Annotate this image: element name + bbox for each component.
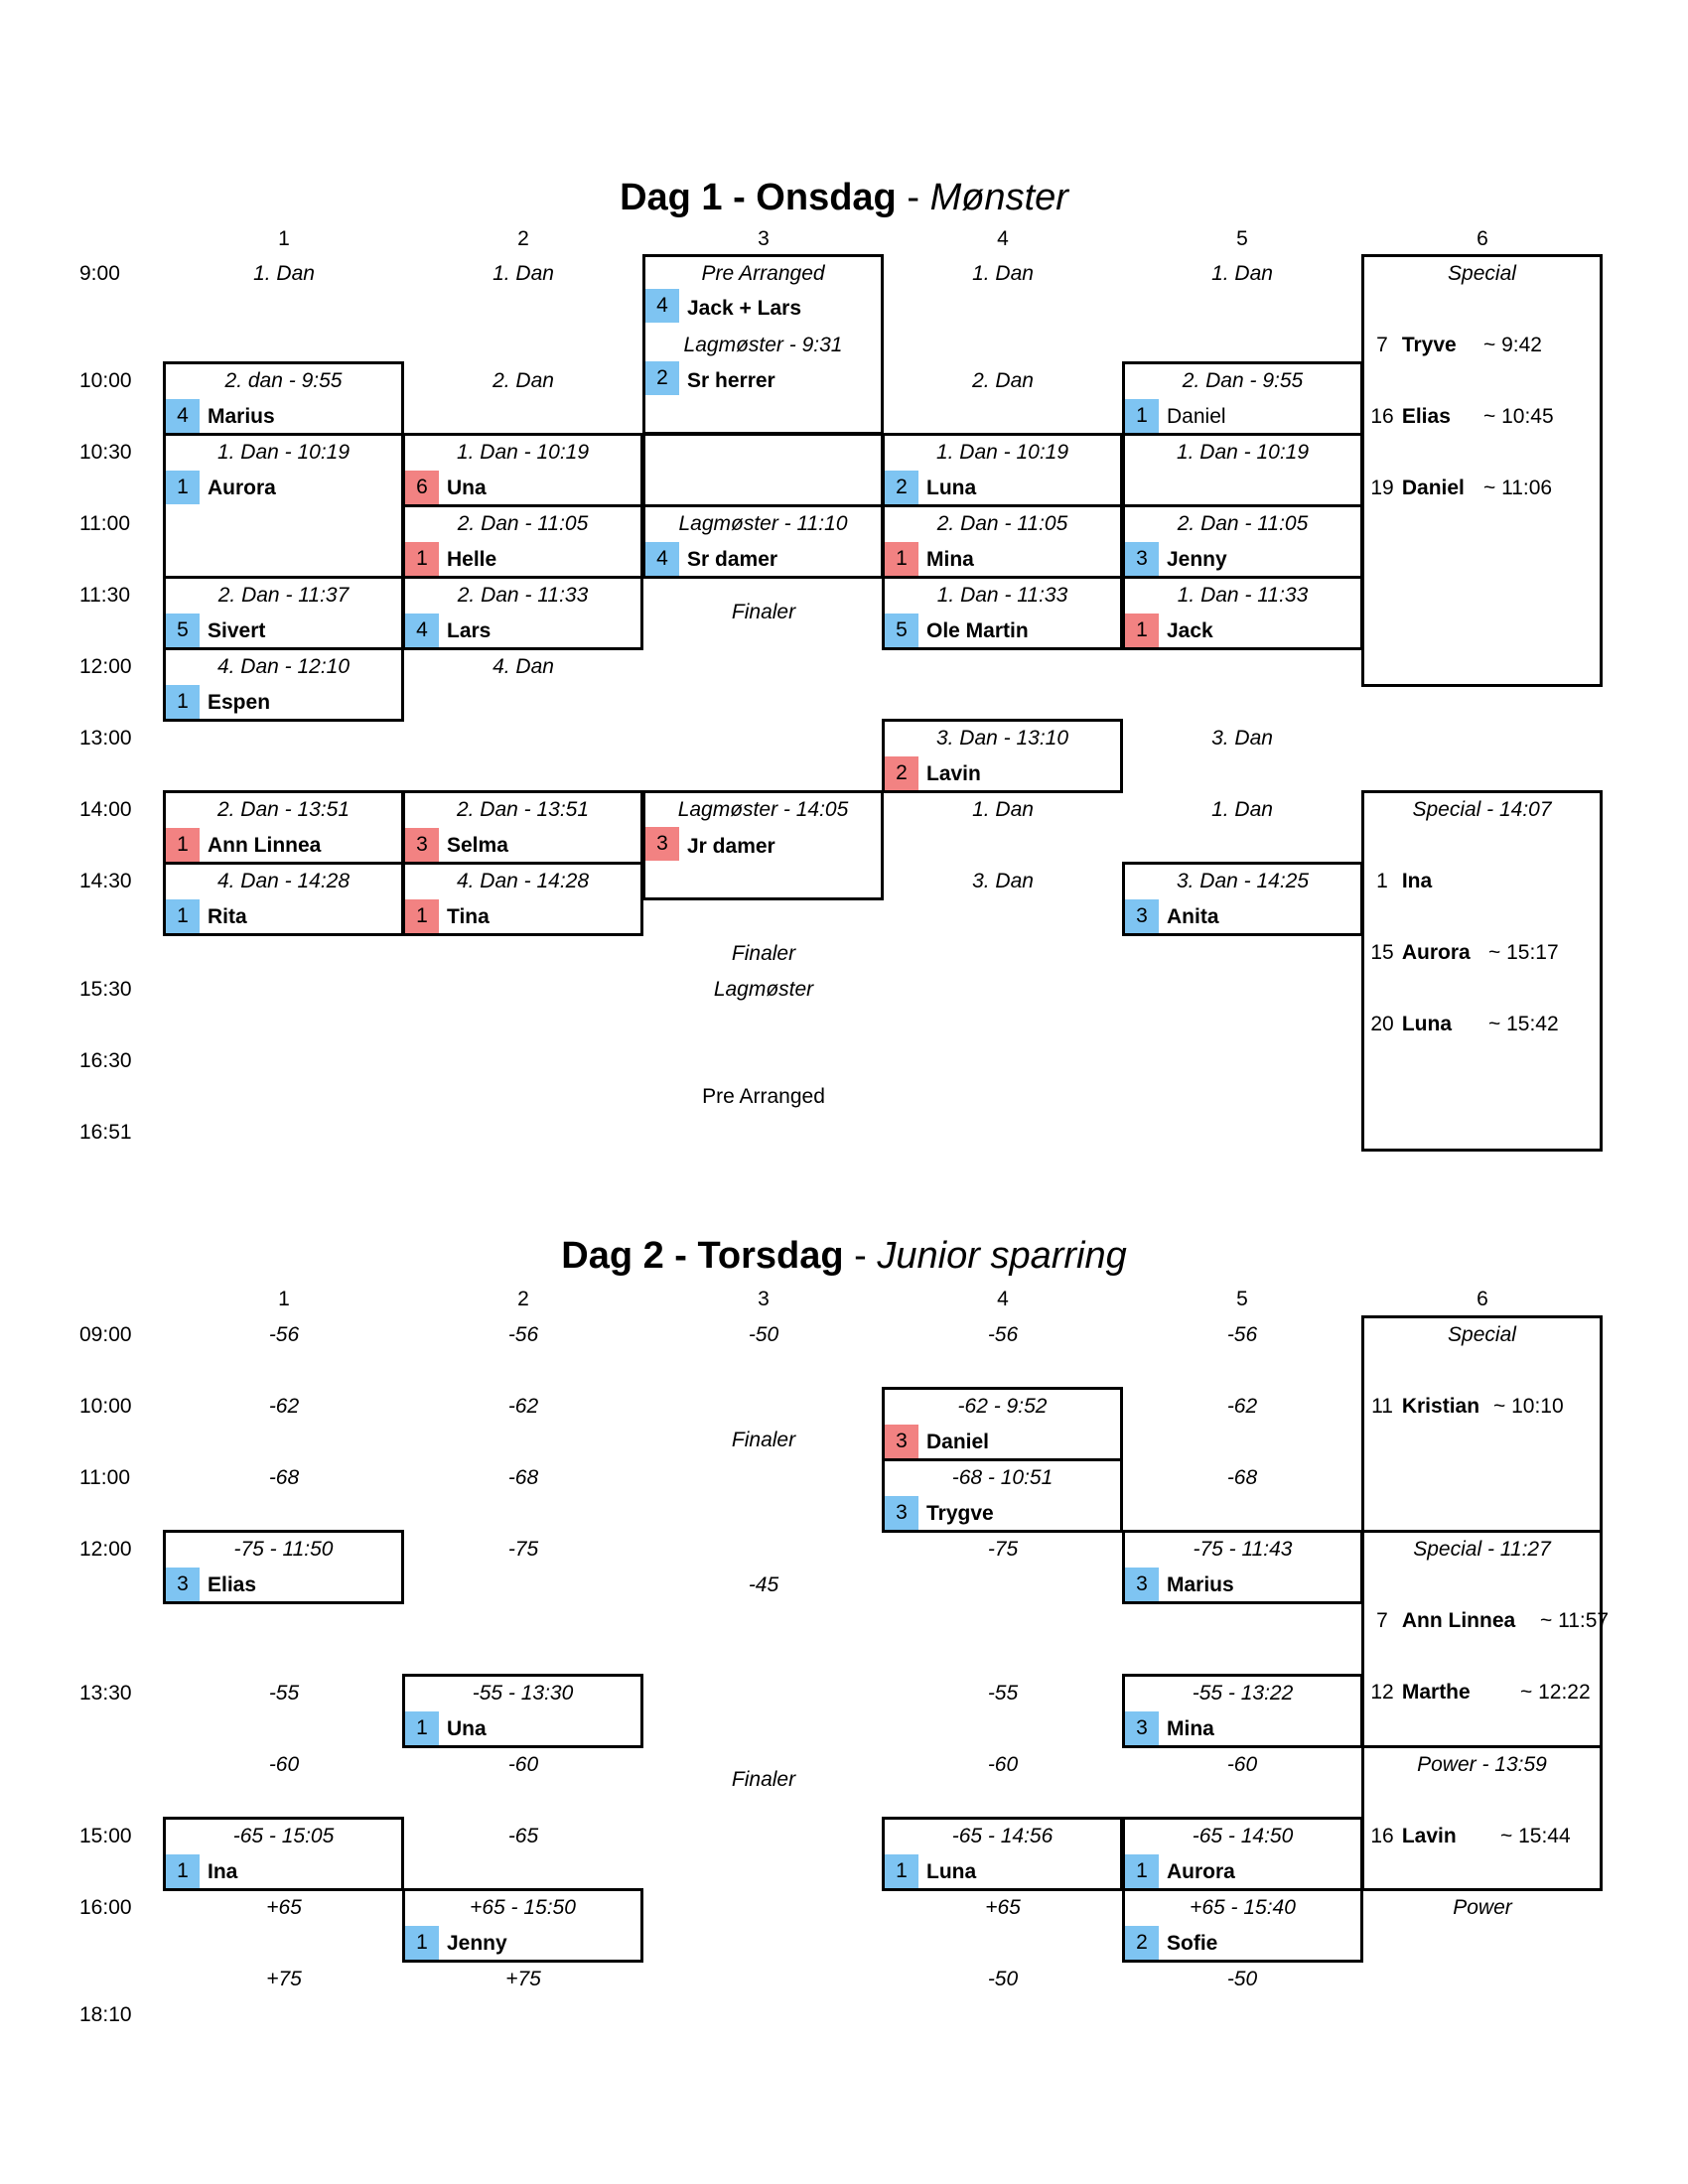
match-header: 4. Dan - 14:28	[456, 870, 590, 892]
participant-name: Jack + Lars	[687, 297, 802, 320]
participant-name: Jack	[1167, 619, 1213, 642]
match-block[interactable]	[1122, 433, 1363, 507]
time-label: 10:00	[79, 369, 132, 392]
match-block[interactable]	[882, 719, 1123, 793]
slot-label: 2. Dan	[972, 369, 1034, 392]
ring-number: 1	[405, 899, 439, 933]
day2-title-sub: Junior sparring	[877, 1235, 1127, 1277]
day1-title-main: Dag 1 - Onsdag	[620, 177, 897, 218]
slot-label: -55	[268, 1682, 300, 1705]
time-label: 15:30	[79, 978, 132, 1001]
match-header: 1. Dan - 11:33	[1177, 584, 1309, 607]
match-block[interactable]	[642, 433, 884, 507]
participant-name: Aurora	[208, 477, 276, 499]
slot-label: -62	[507, 1395, 539, 1418]
match-block[interactable]	[163, 433, 404, 507]
time-label: 14:30	[79, 870, 132, 892]
time-label: 13:00	[79, 727, 132, 750]
participant-name: Lars	[447, 619, 492, 642]
match-block[interactable]	[642, 790, 884, 900]
slot-label: 1. Dan	[972, 798, 1034, 821]
ring-number: 1	[1125, 399, 1159, 433]
entry-name: Lavin	[1401, 1825, 1457, 1847]
match-block[interactable]	[402, 1888, 643, 1963]
col-header: 5	[1236, 227, 1248, 250]
time-label: 16:30	[79, 1049, 132, 1072]
special-entry	[1368, 477, 1465, 500]
ring-number: 1	[405, 1711, 439, 1745]
participant-name: Sivert	[208, 619, 266, 642]
entry-name: Luna	[1401, 1013, 1453, 1035]
match-header: 3. Dan - 13:10	[935, 727, 1069, 750]
participant-name: Ole Martin	[926, 619, 1029, 642]
slot-label: -62	[268, 1395, 300, 1418]
match-block[interactable]	[163, 862, 404, 936]
col-header: 1	[278, 227, 290, 250]
slot-label: -65	[507, 1825, 539, 1847]
ring-number: 4	[645, 542, 679, 576]
match-header: -65 - 15:05	[232, 1825, 335, 1847]
entry-number: 1	[1376, 870, 1388, 892]
power-header: Power - 13:59	[1417, 1753, 1547, 1776]
power-label: Power	[1453, 1896, 1512, 1919]
match-block[interactable]	[402, 433, 643, 507]
ring-number: 6	[405, 471, 439, 504]
time-label: 9:00	[79, 262, 120, 285]
ring-number: 3	[885, 1496, 918, 1530]
match-block[interactable]	[402, 1674, 643, 1748]
entry-time: ~ 15:17	[1488, 941, 1559, 964]
slot-label: -60	[507, 1753, 539, 1776]
match-block[interactable]	[402, 504, 643, 579]
ring-number: 2	[645, 361, 679, 395]
match-header: 2. Dan - 11:05	[1177, 512, 1309, 535]
time-label: 11:30	[79, 584, 130, 607]
match-block[interactable]	[402, 862, 643, 936]
special-entry	[1368, 1395, 1479, 1419]
entry-name: Ann Linnea	[1401, 1609, 1516, 1632]
slot-label: Pre Arranged	[702, 1085, 825, 1108]
participant-name: Una	[447, 477, 487, 499]
entry-number: 11	[1371, 1395, 1393, 1418]
special-entry	[1368, 1013, 1452, 1036]
entry-time: ~ 15:44	[1500, 1825, 1571, 1847]
special-header: Special	[1448, 1323, 1516, 1346]
power-block[interactable]	[1361, 1745, 1603, 1891]
match-block[interactable]	[882, 433, 1123, 507]
ring-number: 3	[1125, 1711, 1159, 1745]
entry-time: ~ 10:10	[1493, 1395, 1564, 1418]
participant-name: Trygve	[926, 1502, 994, 1525]
time-label: 11:00	[79, 512, 130, 535]
ring-number: 3	[405, 828, 439, 862]
participant-name: Sr herrer	[687, 369, 775, 392]
match-block[interactable]	[882, 1458, 1123, 1533]
slot-label: -68	[1226, 1466, 1258, 1489]
entry-name: Ina	[1401, 870, 1433, 892]
match-header: 1. Dan - 10:19	[216, 441, 351, 464]
entry-name: Tryve	[1401, 334, 1457, 356]
match-block[interactable]	[882, 1817, 1123, 1891]
participant-name: Marius	[1167, 1573, 1234, 1596]
entry-number: 15	[1370, 941, 1394, 964]
special-header: Special	[1448, 262, 1516, 285]
ring-number: 3	[645, 827, 679, 861]
ring-number: 5	[166, 614, 200, 647]
entry-number: 7	[1376, 334, 1388, 356]
ring-number: 5	[885, 614, 918, 647]
entry-number: 16	[1370, 1825, 1394, 1847]
slot-label: -68	[268, 1466, 300, 1489]
col-header: 2	[517, 1288, 529, 1310]
slot-label: Lagmøster	[713, 978, 814, 1001]
participant-name: Una	[447, 1717, 487, 1740]
entry-name: Marthe	[1401, 1681, 1471, 1704]
match-header: -55 - 13:30	[472, 1682, 574, 1705]
match-block[interactable]	[1122, 361, 1363, 436]
time-label: 12:00	[79, 1538, 132, 1561]
special-entry	[1368, 334, 1457, 357]
ring-number: 2	[885, 471, 918, 504]
time-label: 10:30	[79, 441, 132, 464]
participant-name: Espen	[208, 691, 271, 714]
slot-label: -55	[987, 1682, 1019, 1705]
participant-name: Daniel	[926, 1431, 990, 1453]
participant-name: Daniel	[1167, 405, 1226, 428]
participant-name: Marius	[208, 405, 275, 428]
participant-name: Tina	[447, 905, 490, 928]
time-label: 15:00	[79, 1825, 132, 1847]
entry-time: ~ 11:57	[1540, 1609, 1610, 1632]
participant-name: Lavin	[926, 762, 981, 785]
slot-label: 1. Dan	[492, 262, 554, 285]
ring-number: 4	[405, 614, 439, 647]
ring-number: 3	[1125, 1568, 1159, 1601]
slot-label: -45	[748, 1573, 779, 1596]
slot-label: -62	[1226, 1395, 1258, 1418]
slot-label: +75	[266, 1968, 302, 1990]
match-header: 1. Dan - 11:33	[936, 584, 1068, 607]
match-block[interactable]	[163, 361, 404, 436]
match-header: -68 - 10:51	[951, 1466, 1054, 1489]
match-block[interactable]	[402, 576, 643, 650]
day2-title-main: Dag 2 - Torsdag	[561, 1235, 844, 1277]
special-entry	[1368, 941, 1471, 965]
power-entry	[1368, 1825, 1457, 1848]
special-block[interactable]	[1361, 790, 1603, 1152]
participant-name: Helle	[447, 548, 497, 571]
ring-number: 4	[645, 289, 679, 323]
match-header: 2. Dan - 13:51	[456, 798, 590, 821]
slot-label: Finaler	[731, 1429, 796, 1451]
match-header: -55 - 13:22	[1192, 1682, 1294, 1705]
participant-name: Anita	[1167, 905, 1219, 928]
slot-label: 3. Dan	[1211, 727, 1273, 750]
match-block[interactable]	[1122, 1888, 1363, 1963]
cell-frame	[163, 504, 404, 579]
match-block[interactable]	[642, 326, 884, 435]
slot-label: +75	[505, 1968, 541, 1990]
col-header: 3	[758, 1288, 770, 1310]
match-block[interactable]	[163, 1817, 404, 1891]
slot-label: 1. Dan	[253, 262, 315, 285]
match-block[interactable]	[402, 790, 643, 865]
slot-label: -60	[268, 1753, 300, 1776]
participant-name: Ina	[208, 1860, 238, 1883]
match-header: 2. dan - 9:55	[224, 369, 343, 392]
col-header: 6	[1477, 1288, 1488, 1310]
match-header: 2. Dan - 11:05	[457, 512, 589, 535]
ring-number: 1	[405, 542, 439, 576]
day2-title: Dag 2 - Torsdag - Junior sparring	[561, 1235, 1127, 1277]
ring-number: 1	[166, 899, 200, 933]
ring-number: 3	[1125, 542, 1159, 576]
match-block[interactable]	[882, 1387, 1123, 1461]
slot-label: -60	[1226, 1753, 1258, 1776]
match-header: 2. Dan - 11:37	[217, 584, 350, 607]
participant-name: Aurora	[1167, 1860, 1235, 1883]
ring-number: 1	[166, 1854, 200, 1888]
match-header: 4. Dan - 14:28	[216, 870, 351, 892]
slot-label: 2. Dan	[492, 369, 554, 392]
col-header: 1	[278, 1288, 290, 1310]
special-entry	[1368, 405, 1451, 429]
entry-time: ~ 12:22	[1520, 1681, 1591, 1704]
time-label: 14:00	[79, 798, 132, 821]
slot-label: -50	[1226, 1968, 1258, 1990]
participant-name: Luna	[926, 477, 977, 499]
special-block[interactable]	[1361, 254, 1603, 687]
time-label: 16:00	[79, 1896, 132, 1919]
match-header: 2. Dan - 13:51	[216, 798, 351, 821]
entry-time: ~ 9:42	[1483, 334, 1542, 356]
match-header: -75 - 11:50	[233, 1538, 334, 1561]
entry-name: Elias	[1401, 405, 1451, 428]
special-entry	[1368, 870, 1432, 893]
slot-label: -60	[987, 1753, 1019, 1776]
col-header: 6	[1477, 227, 1488, 250]
slot-label: -75	[987, 1538, 1019, 1561]
participant-name: Selma	[447, 834, 508, 857]
ring-number: 1	[166, 828, 200, 862]
col-header: 3	[758, 227, 770, 250]
entry-name: Aurora	[1401, 941, 1471, 964]
slot-label: -50	[748, 1323, 779, 1346]
day1-title-sub: Mønster	[929, 177, 1068, 218]
match-header: Lagmøster - 14:05	[677, 798, 849, 821]
special-header: Special - 11:27	[1413, 1538, 1551, 1561]
match-header: +65 - 15:40	[1190, 1896, 1296, 1919]
special-entry	[1368, 1681, 1471, 1705]
ring-number: 1	[166, 685, 200, 719]
match-block[interactable]	[882, 504, 1123, 579]
participant-name: Jenny	[447, 1932, 507, 1955]
slot-label: 1. Dan	[1211, 798, 1273, 821]
match-header: 1. Dan - 10:19	[456, 441, 590, 464]
slot-label: Finaler	[731, 1768, 796, 1791]
time-label: 18:10	[79, 2003, 132, 2026]
slot-label: +65	[985, 1896, 1021, 1919]
participant-name: Elias	[208, 1573, 257, 1596]
match-block[interactable]	[882, 576, 1123, 650]
match-block[interactable]	[1122, 1530, 1363, 1604]
special-block[interactable]	[1361, 1530, 1610, 1748]
participant-name: Sofie	[1167, 1932, 1218, 1955]
ring-number: 1	[166, 471, 200, 504]
special-header: Special - 14:07	[1412, 798, 1552, 821]
participant-name: Mina	[1167, 1717, 1214, 1740]
match-header: -65 - 14:56	[951, 1825, 1054, 1847]
match-block[interactable]	[642, 504, 884, 579]
slot-label: 4. Dan	[492, 655, 554, 678]
col-header: 5	[1236, 1288, 1248, 1310]
slot-label: 1. Dan	[972, 262, 1034, 285]
match-header: 1. Dan - 10:19	[1176, 441, 1310, 464]
col-header: 4	[997, 1288, 1009, 1310]
ring-number: 3	[166, 1568, 200, 1601]
special-block[interactable]	[1361, 1315, 1603, 1533]
time-label: 12:00	[79, 655, 132, 678]
match-header: -75 - 11:43	[1193, 1538, 1293, 1561]
entry-number: 20	[1370, 1013, 1394, 1035]
slot-label: -56	[268, 1323, 300, 1346]
match-header: 1. Dan - 10:19	[935, 441, 1069, 464]
slot-label: Finaler	[731, 942, 796, 965]
ring-number: 1	[405, 1926, 439, 1960]
time-label: 16:51	[79, 1121, 132, 1144]
time-label: 11:00	[79, 1466, 130, 1489]
slot-label: -56	[1226, 1323, 1258, 1346]
slot-label: Finaler	[731, 601, 796, 623]
match-header: +65 - 15:50	[470, 1896, 576, 1919]
special-entry	[1368, 1609, 1515, 1633]
entry-time: ~ 11:06	[1483, 477, 1553, 499]
match-block[interactable]	[163, 790, 404, 865]
ring-number: 1	[1125, 614, 1159, 647]
ring-number: 1	[885, 1854, 918, 1888]
match-block[interactable]	[163, 647, 404, 722]
entry-number: 19	[1370, 477, 1394, 499]
entry-name: Daniel	[1401, 477, 1465, 499]
match-header: 4. Dan - 12:10	[216, 655, 351, 678]
time-label: 10:00	[79, 1395, 132, 1418]
match-header: Lagmøster - 11:10	[678, 512, 848, 535]
slot-label: -56	[987, 1323, 1019, 1346]
entry-time: ~ 15:42	[1488, 1013, 1559, 1035]
slot-label: 1. Dan	[1211, 262, 1273, 285]
slot-label: +65	[266, 1896, 302, 1919]
match-header: 2. Dan - 11:33	[457, 584, 589, 607]
match-header: -62 - 9:52	[957, 1395, 1048, 1418]
col-header: 4	[997, 227, 1009, 250]
ring-number: 2	[1125, 1926, 1159, 1960]
participant-name: Sr damer	[687, 548, 778, 571]
ring-number: 3	[1125, 899, 1159, 933]
participant-name: Luna	[926, 1860, 977, 1883]
participant-name: Ann Linnea	[208, 834, 322, 857]
participant-name: Jr damer	[687, 835, 775, 858]
time-label: 13:30	[79, 1682, 132, 1705]
match-block[interactable]	[1122, 576, 1363, 650]
match-block[interactable]	[1122, 504, 1363, 579]
entry-number: 12	[1370, 1681, 1394, 1704]
ring-number: 1	[885, 542, 918, 576]
slot-label: -50	[987, 1968, 1019, 1990]
match-header: 2. Dan - 11:05	[936, 512, 1068, 535]
ring-number: 3	[885, 1425, 918, 1458]
entry-time: ~ 10:45	[1483, 405, 1554, 428]
participant-name: Jenny	[1167, 548, 1227, 571]
ring-number: 4	[166, 399, 200, 433]
match-header: 3. Dan - 14:25	[1176, 870, 1310, 892]
col-header: 2	[517, 227, 529, 250]
match-header: 2. Dan - 9:55	[1182, 369, 1304, 392]
entry-number: 16	[1370, 405, 1394, 428]
day1-title: Dag 1 - Onsdag - Mønster	[620, 177, 1068, 218]
match-block[interactable]	[163, 1530, 404, 1604]
time-label: 09:00	[79, 1323, 132, 1346]
match-block[interactable]	[1122, 1817, 1363, 1891]
ring-number: 2	[885, 756, 918, 790]
match-block[interactable]	[1122, 862, 1363, 936]
slot-label: -56	[507, 1323, 539, 1346]
slot-label: 3. Dan	[972, 870, 1034, 892]
entry-name: Kristian	[1401, 1395, 1480, 1418]
participant-name: Rita	[208, 905, 247, 928]
match-header: -65 - 14:50	[1192, 1825, 1294, 1847]
participant-name: Mina	[926, 548, 974, 571]
match-header: Lagmøster - 9:31	[683, 334, 843, 356]
slot-label: -68	[507, 1466, 539, 1489]
ring-number: 1	[1125, 1854, 1159, 1888]
match-block[interactable]	[163, 576, 404, 650]
match-block[interactable]	[1122, 1674, 1363, 1748]
entry-number: 7	[1376, 1609, 1388, 1632]
match-header: Pre Arranged	[701, 262, 825, 285]
slot-label: -75	[507, 1538, 539, 1561]
